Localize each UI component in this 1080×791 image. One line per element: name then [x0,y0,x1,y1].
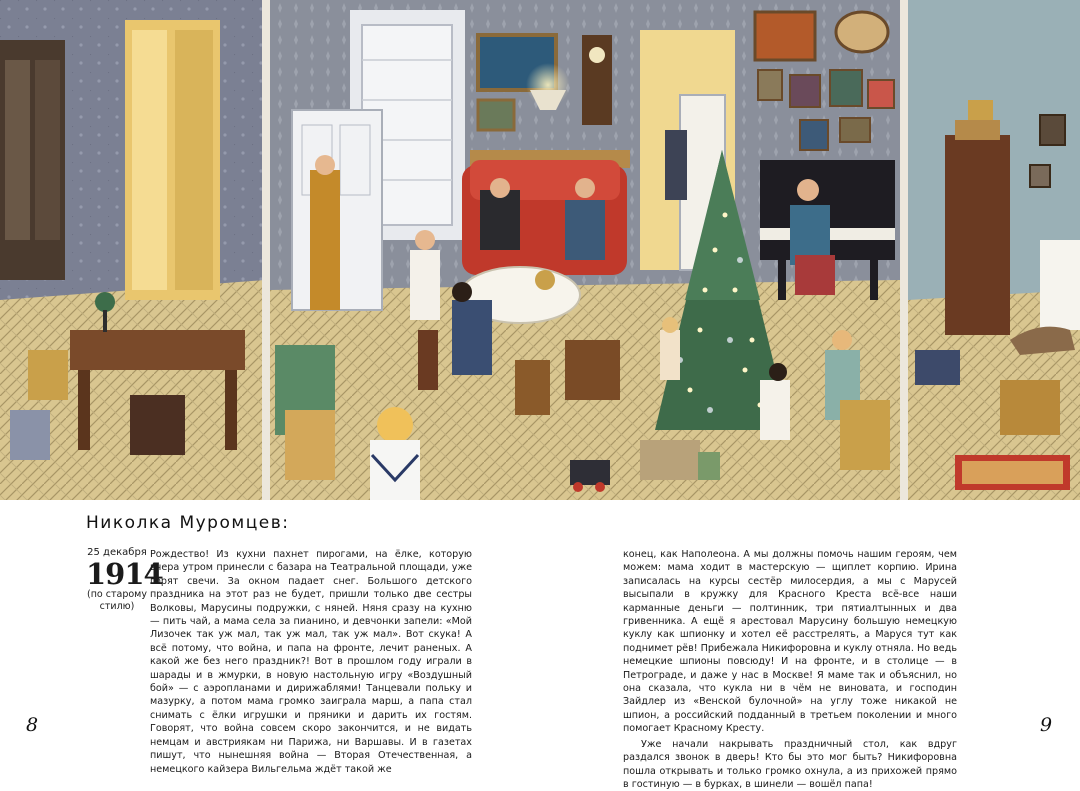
toy-train [570,460,610,485]
left-chair [130,395,185,455]
text-column-left [150,548,472,776]
paragraph-right-1: конец, как Наполеона. А мы должны помочь нашим героям, чем можем: мама ходит в мастерскую — щиплет корпию. Ирина записалась на курсы сестёр милосердия, а мы с Марусей высыпали в кружку для Красного Креста всё-все наши карманные деньги — полтинник, три пятиалтынных и два гривенника. А ещё я арестовал Марусину большую немецкую куклу как шпионку и хотел её расстрелять, а Маруся тут как поднимет рёв! Прибежала Никифоровна и куклу отняла. Но ведь немецкие шпионы повсюду! И на фронте, и в столице — в Петрограде, и даже у нас в Москве! Я маме так и объяснил, но она сказала, что кукла ни в чём не виновата, и господин Зайдлер из «Венской булочной» на углу тоже никакой не шпион, а российский подданный в третьем поколении и много помогает Красному Кресту. [623,549,957,735]
girl-kneeling [760,380,790,440]
chair-front [515,360,550,415]
gallery-painting [755,12,815,60]
text-column-right [623,548,957,791]
rocking-horse [10,410,50,460]
armchair [565,340,620,400]
seated-boy [452,300,492,375]
girl-in-white [410,250,440,320]
small-case [915,350,960,385]
figure-in-coat [310,170,340,310]
maid-figure [665,130,687,200]
date-note-line2: стилю) [99,601,135,612]
seated-officer [565,200,605,260]
paragraph-right-2: Уже начали накрывать праздничный стол, как вдруг раздался звонок в дверь! Кто бы это мог быть? Никифоровна пошла открывать и только громко охнула, а из прихожей прямо в гостиную — в бурках, в шинели — вошёл папа! [623,738,957,790]
date-note-line1: (по старому [87,589,147,600]
character-heading: Николка Муромцев: [86,513,290,533]
gift-box [640,440,700,480]
diary-date [86,547,163,613]
page-number-right: 9 [1040,714,1053,736]
wardrobe [945,135,1010,335]
paragraph-left: Рождество! Из кухни пахнет пирогами, на ёлке, которую вчера утром принесли с базара на Театральной площади, уже горят свечи. За окном падает снег. Большого детского праздника на этот раз не будет, пришли только две сестры Волковы, Марусины подружки, с няней. Няня сразу на кухню — пить чай, а мама села за пианино, и девчонки запели: «Мой Лизочек так уж мал, так уж мал, так уж мал». Вот скука! А всё потому, что война, и папа на фронте, лечит раненых. А какой же без него праздник?! Вот в прошлом году играли в шарады и в жмурки, в новую настольную игру «Воздушный бой» — с аэропланами и дирижаблями! Танцевали польку и мазурку, а потом мама громко заиграла марш, а папа стал снимать с ёлки игрушки и пряники и дарить их гостям. Говорят, что война совсем скоро закончится, и не видать немцам и австриякам ни Парижа, ни Варшавы. И в газетах пишут, что нынешняя война — Вторая Отечественная, а немецкого кайзера Вильгельма ждёт такой же [150,549,472,775]
page-number-left: 8 [26,714,39,736]
bed [1040,240,1080,330]
child-near-tree [660,330,680,380]
blond-boy [377,407,413,443]
left-desk [70,330,245,370]
date-year: 1914 [86,557,163,591]
desk-lamp [95,292,115,312]
date-day-month: 25 декабря [87,547,147,558]
seated-woman [480,190,520,250]
